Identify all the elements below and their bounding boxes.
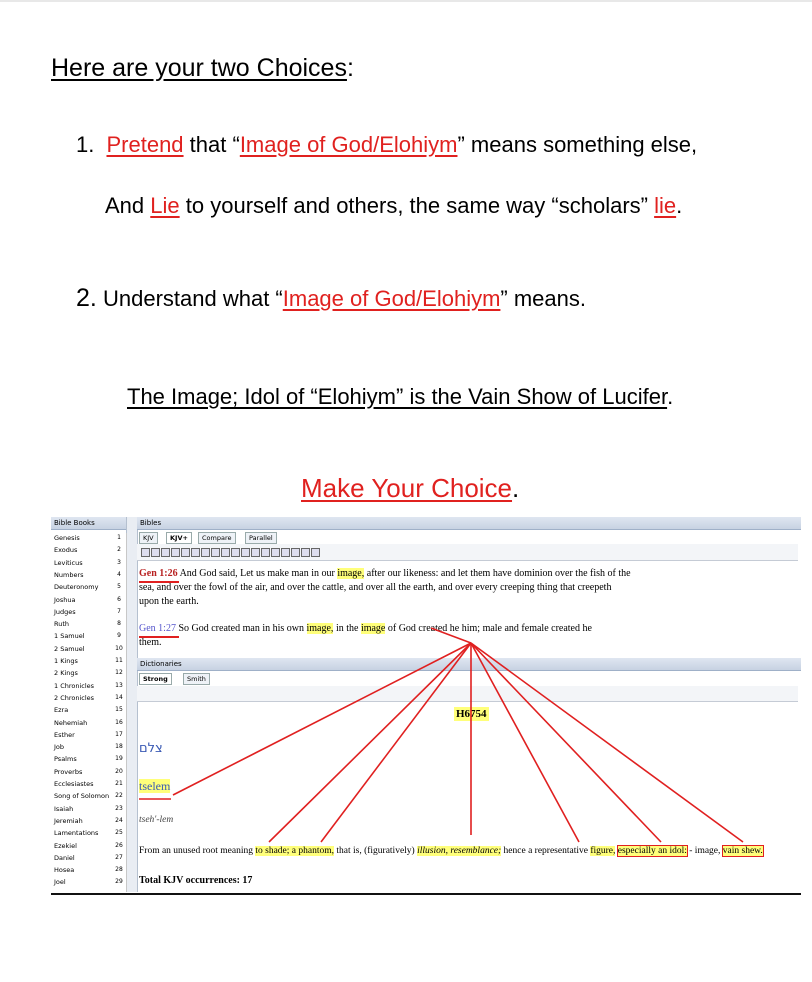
book-name: Song of Solomon [54,792,110,801]
verse-1-text-a: And God said, Let us make man in our [179,568,335,579]
make-choice-text: Make Your Choice [301,473,513,503]
book-name: Nehemiah [54,718,88,727]
verse-2-image-word-2: image [360,623,386,634]
def-mid: that is, (figuratively) [336,846,415,856]
make-choice-line [301,473,519,504]
and-word: And [105,193,145,218]
book-name: Leviticus [54,558,83,567]
arrow-from-image-1 [431,628,471,643]
arrow-to-phantom [321,643,471,842]
book-number: 21 [115,780,123,787]
book-name: Ezra [54,706,69,715]
def-shade: to shade; a phantom, [255,846,334,856]
bible-tab[interactable]: Parallel [245,532,277,544]
verse-1-line-3: upon the earth. [139,596,199,607]
book-name: Jeremiah [54,816,83,825]
book-name: Exodus [54,546,78,555]
statement-period: . [667,384,674,409]
arrow-to-vain-shew [471,643,743,842]
verse-1-ref[interactable]: Gen 1:26 [139,568,178,579]
book-name: Psalms [54,755,77,764]
image-of-god-phrase-2: Image of God/Elohiym [282,286,501,311]
verse-2-text-b: in the [335,623,359,634]
book-name: Ezekiel [54,841,77,850]
hebrew-word: צלם [139,741,163,756]
heading-colon: : [346,54,354,82]
page-heading [51,54,354,83]
book-number: 9 [117,632,121,640]
def-illusion: illusion, resemblance; [417,846,502,856]
book-number: 13 [115,681,123,689]
verse-1-line-2: sea, and over the fowl of the air, and over the cattle, and over all the earth, and over every creeping thing that creepeth [139,582,612,593]
bible-books-header: Bible Books [51,517,129,530]
image-of-god-phrase-1: Image of God/Elohiym [239,132,458,157]
book-name: 1 Chronicles [54,681,95,690]
book-number: 18 [115,743,123,751]
bible-tab[interactable]: Compare [198,532,236,544]
book-number: 26 [115,841,123,849]
heading-text: Here are your two Choices [51,54,347,82]
book-name: Joshua [54,595,76,604]
book-name: Joel [54,878,66,887]
book-number: 3 [117,558,121,566]
book-number: 17 [115,730,123,738]
book-number: 22 [115,792,123,800]
book-name: Genesis [54,534,80,542]
def-figure: figure, [590,846,616,856]
def-mid2: hence a representative [503,846,588,856]
choice-one-second-line [105,193,682,219]
dictionary-tab[interactable]: Smith [183,673,210,685]
book-name: Lamentations [54,829,99,838]
book-number: 6 [117,595,121,603]
choice-two-number: 2. [76,284,97,312]
def-pre: From an unused root meaning [139,846,253,856]
book-name: 2 Samuel [54,644,85,653]
line-period: . [676,193,683,218]
book-number: 19 [115,755,123,763]
choice-two-pre: Understand what “ [102,286,283,311]
book-number: 23 [115,804,123,812]
book-number: 28 [115,866,123,874]
book-number: 4 [117,570,121,578]
statement-text: The Image; Idol of “Elohiym” is the Vain Show of Lucifer [127,384,668,409]
bible-tab[interactable]: KJV [139,532,158,544]
book-number: 10 [115,644,123,652]
verse-2-line-2: them. [139,637,162,648]
book-number: 8 [117,620,121,628]
choice-one-number: 1. [76,132,95,157]
book-name: Ruth [54,620,70,629]
choice-one-mid: that “ [189,132,240,157]
annotation-lines [51,517,801,892]
make-choice-period: . [512,473,520,503]
book-number: 2 [117,546,121,554]
top-border [0,0,812,2]
def-mid3: - image, [689,846,721,856]
arrow-to-idol [471,643,661,842]
bible-software-screenshot [51,517,801,892]
choice-two-end: ” means. [500,286,587,311]
dictionary-tab[interactable]: Strong [139,673,172,685]
book-name: 2 Chronicles [54,693,95,702]
strong-number: H6754 [456,708,487,720]
choice-two-line [76,284,586,313]
book-name: 1 Samuel [54,632,85,641]
book-name: Job [54,743,65,752]
book-name: Proverbs [54,767,83,776]
book-number: 25 [115,829,123,837]
book-number: 24 [115,816,123,824]
book-name: Isaiah [54,804,74,813]
book-name: Numbers [54,570,84,579]
book-number: 11 [115,657,123,664]
book-number: 20 [115,767,123,775]
book-number: 29 [115,878,123,886]
book-name: Daniel [54,853,75,862]
bibles-header: Bibles [137,517,801,530]
book-number: 12 [115,669,123,677]
lie-word-2: lie [654,193,677,218]
book-name: Esther [54,730,75,739]
book-number: 5 [117,583,121,591]
book-name: Ecclesiastes [54,780,94,788]
bottom-rule [51,893,801,895]
def-vain-shew: vain shew. [722,846,763,856]
book-number: 1 [117,534,121,541]
dictionaries-header: Dictionaries [137,658,801,671]
choice-one-end: ” means something else, [457,132,698,157]
transliteration: tselem [139,779,171,793]
choice-one-second-mid: to yourself and others, the same way “scholars” [185,193,648,218]
book-name: Judges [54,607,76,616]
verse-1-image-word: image, [337,568,365,579]
book-name: Deuteronomy [54,583,99,592]
statement-line [127,384,673,410]
book-number: 27 [115,853,123,861]
book-name: Hosea [54,866,75,875]
pretend-word: Pretend [106,132,184,157]
book-number: 14 [115,693,123,701]
book-number: 15 [115,706,123,714]
book-name: 2 Kings [54,669,78,678]
verse-2-text-c: of God created he him; male and female created he [387,623,592,634]
verse-2-text-a: So God created man in his own [178,623,304,634]
verse-2-ref[interactable]: Gen 1:27 [139,623,176,634]
book-number: 7 [117,607,121,615]
bible-tab[interactable]: KJV+ [166,532,192,544]
verse-1-text-b: after our likeness: and let them have dominion over the fish of the [366,568,631,579]
arrow-to-shade [269,643,471,842]
choice-one-line [76,132,697,158]
book-name: 1 Kings [54,657,78,665]
book-number: 16 [115,718,123,726]
def-idol: especially an idol: [617,846,687,856]
total-occurrences: Total KJV occurrences: 17 [139,875,253,886]
arrow-to-tselem [173,643,471,795]
verse-2-image-word: image, [306,623,334,634]
lie-word: Lie [150,193,180,218]
pronunciation: tseh'-lem [139,815,174,825]
arrow-to-figure [471,643,579,842]
